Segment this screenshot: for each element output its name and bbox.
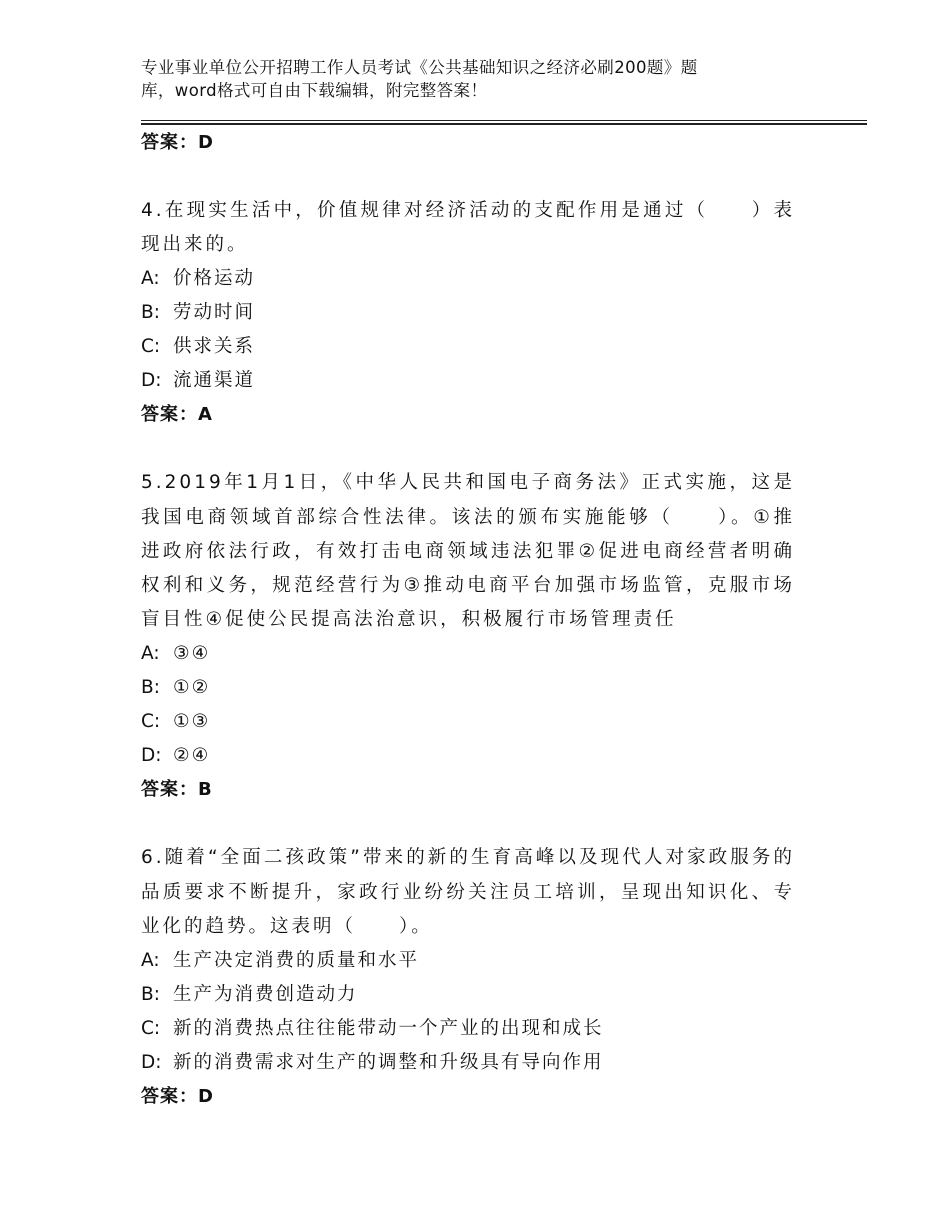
option-letter: C:: [141, 336, 161, 358]
option-letter: D:: [141, 1052, 162, 1074]
option-text: 劳动时间: [173, 302, 256, 324]
option-letter: A:: [141, 643, 160, 665]
option-text: 价格运动: [173, 268, 256, 290]
option-text: 流通渠道: [173, 370, 256, 392]
option-letter: B:: [141, 677, 160, 699]
question-stem: 6.随着“全面二孩政策”带来的新的生育高峰以及现代人对家政服务的品质要求不断提升，家政行业纷纷关注员工培训，呈现出知识化、专业化的趋势。这表明（ ）。: [141, 847, 795, 937]
option-c: [141, 1012, 795, 1046]
option-text: 生产为消费创造动力: [173, 984, 358, 1006]
option-text: 新的消费热点往往能带动一个产业的出现和成长: [173, 1018, 604, 1040]
option-d: [141, 739, 795, 773]
document-body: [141, 126, 795, 1114]
question-stem: 4.在现实生活中，价值规律对经济活动的支配作用是通过（ ）表现出来的。: [141, 200, 795, 256]
option-a: [141, 944, 795, 978]
option-a: [141, 637, 795, 671]
option-d: [141, 1046, 795, 1080]
option-b: [141, 296, 795, 330]
previous-answer: 答案：D: [141, 132, 214, 153]
question-6: [141, 841, 795, 1114]
option-letter: A:: [141, 268, 160, 290]
option-text: ③④: [173, 643, 211, 665]
option-letter: C:: [141, 711, 161, 733]
option-b: [141, 671, 795, 705]
option-c: [141, 705, 795, 739]
option-a: [141, 262, 795, 296]
option-letter: C:: [141, 1018, 161, 1040]
option-letter: D:: [141, 745, 162, 767]
option-text: 供求关系: [173, 336, 256, 358]
option-b: [141, 978, 795, 1012]
option-letter: D:: [141, 370, 162, 392]
header-line-1: 专业事业单位公开招聘工作人员考试《公共基础知识之经济必刷200题》题: [141, 58, 698, 77]
option-text: ①②: [173, 677, 211, 699]
option-letter: B:: [141, 302, 160, 324]
question-5: [141, 466, 795, 807]
answer-line: 答案：A: [141, 404, 213, 426]
option-c: [141, 330, 795, 364]
answer-line: 答案：B: [141, 779, 213, 801]
option-letter: A:: [141, 950, 160, 972]
option-text: ①③: [173, 711, 211, 733]
document-header: [141, 56, 781, 102]
option-letter: B:: [141, 984, 160, 1006]
option-d: [141, 364, 795, 398]
question-4: [141, 194, 795, 432]
question-stem: 5.2019年1月1日，《中华人民共和国电子商务法》正式实施，这是我国电商领域首部综合性法律。该法的颁布实施能够（ ）。①推进政府依法行政，有效打击电商领域违法犯罪②促进电商经营者明确权利和义务，规范经营行为③推动电商平台加强市场监管，克服市场盲目性④促使公民提高法治意识，积极履行市场管理责任: [141, 472, 795, 631]
option-text: 生产决定消费的质量和水平: [173, 950, 420, 972]
answer-line: 答案：D: [141, 1086, 214, 1108]
option-text: 新的消费需求对生产的调整和升级具有导向作用: [173, 1052, 604, 1074]
option-text: ②④: [173, 745, 211, 767]
header-line-2: 库，word格式可自由下载编辑，附完整答案！: [141, 81, 488, 100]
